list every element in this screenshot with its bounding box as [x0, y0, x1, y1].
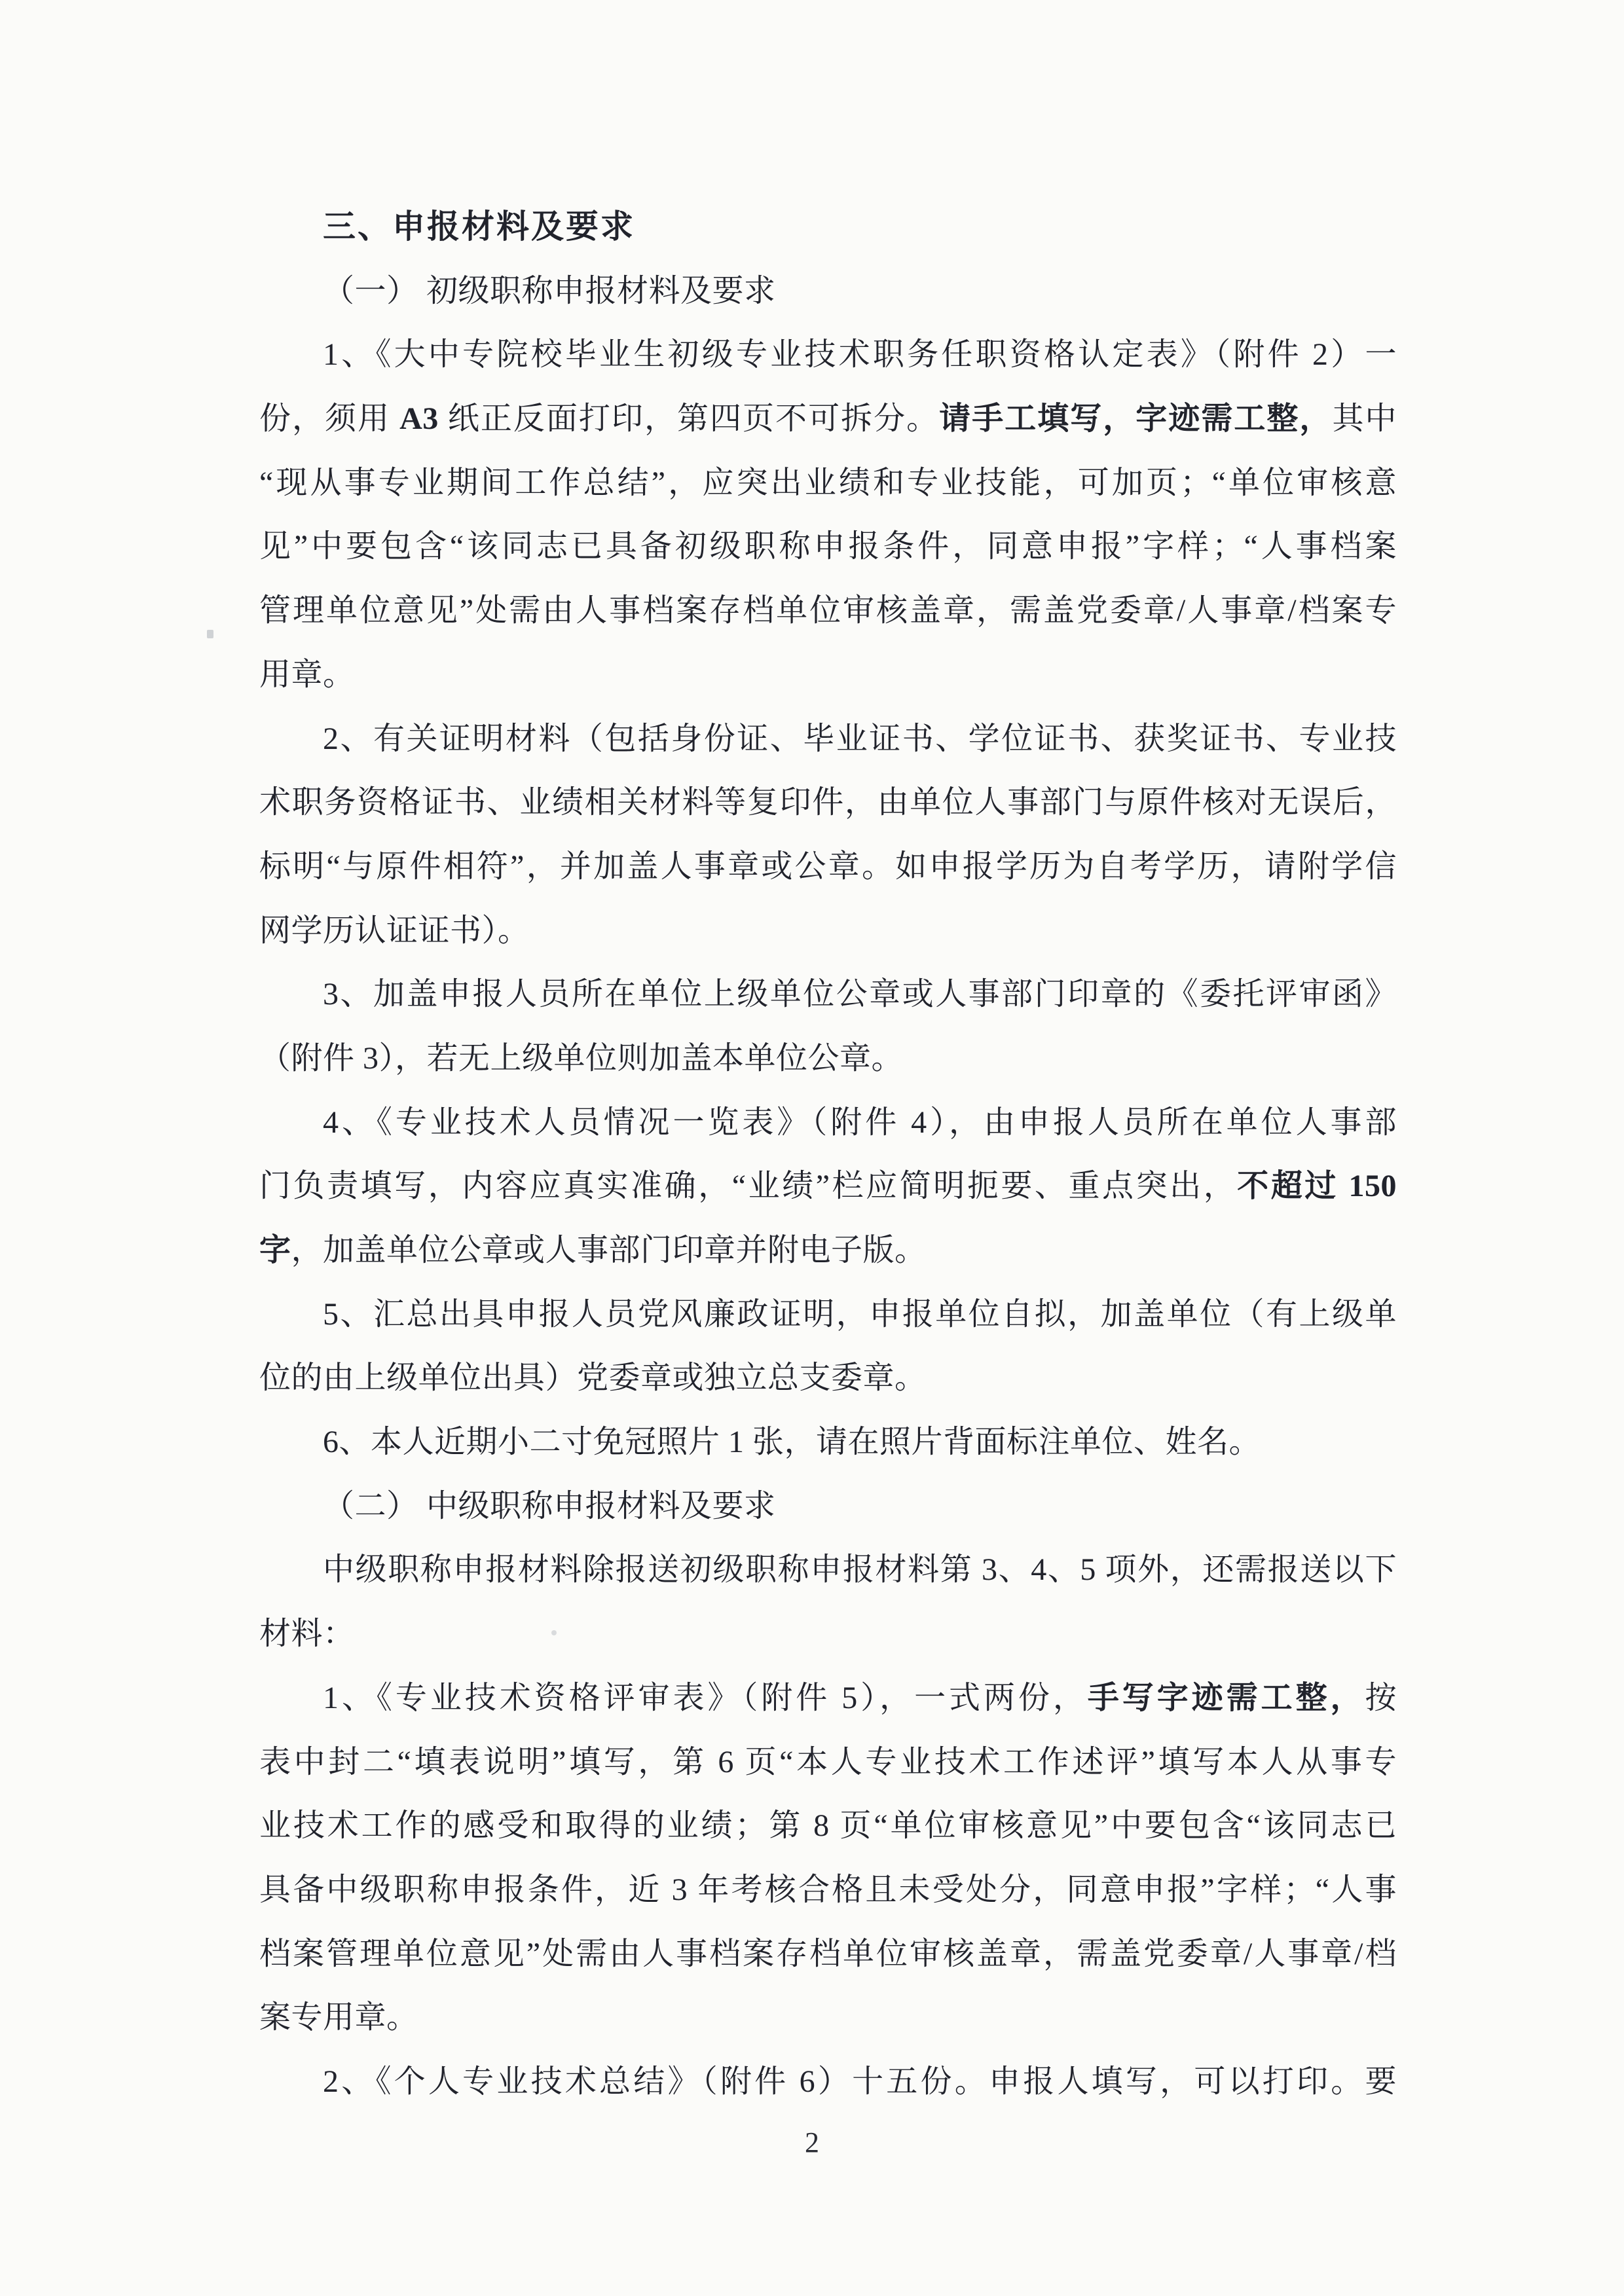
text-segment: 2、《个人专业技术总结》（附件 6）十五份。申报人填写，可以打印。要 — [323, 2064, 1397, 2099]
text-line — [259, 515, 1397, 579]
text-line — [259, 323, 1397, 387]
text-line — [259, 707, 1397, 771]
text-line — [259, 643, 1397, 707]
text-segment: ，加盖单位公章或人事部门印章并附电子版。 — [291, 1233, 927, 1267]
text-segment: 见”中要包含“该同志已具备初级职称申报条件，同意申报”字样；“人事档案 — [259, 529, 1397, 564]
text-line — [259, 1283, 1397, 1347]
text-line — [259, 1730, 1397, 1795]
text-line — [259, 1794, 1397, 1858]
text-segment: 三、申报材料及要求 — [323, 208, 635, 245]
text-segment: 管理单位意见”处需由人事档案存档单位审核盖章，需盖党委章/人事章/档案专 — [259, 593, 1397, 629]
text-line — [259, 1474, 1397, 1539]
text-segment: 表中封二“填表说明”填写，第 6 页“本人专业技术工作述评”填写本人从事专 — [259, 1744, 1397, 1779]
text-segment: 标明“与原件相符”，并加盖人事章或公章。如申报学历为自考学历，请附学信 — [259, 848, 1397, 884]
text-segment: 份，须用 — [259, 401, 400, 437]
text-segment: 具备中级职称申报条件，近 3 年考核合格且未受处分，同意申报”字样；“人事 — [259, 1872, 1397, 1907]
text-segment: 用章。 — [259, 657, 355, 692]
text-segment: 网学历认证证书）。 — [259, 913, 530, 948]
text-segment: 门负责填写，内容应真实准确，“业绩”栏应简明扼要、重点突出， — [259, 1169, 1238, 1204]
text-line — [259, 899, 1397, 963]
text-line — [259, 771, 1397, 835]
text-segment: 1、《大中专院校毕业生初级专业技术职务任职资格认定表》（附件 2）一 — [323, 337, 1397, 373]
text-segment: 不超过 150 — [1237, 1169, 1397, 1204]
text-segment: 位的由上级单位出具）党委章或独立总支委章。 — [259, 1360, 927, 1396]
text-segment: 6、本人近期小二寸免冠照片 1 张，请在照片背面标注单位、姓名。 — [323, 1425, 1261, 1460]
text-line — [259, 1922, 1397, 1986]
text-line — [259, 1538, 1397, 1602]
text-segment: 中级职称申报材料除报送初级职称申报材料第 3、4、5 项外，还需报送以下 — [323, 1552, 1397, 1588]
text-line — [259, 1218, 1397, 1283]
text-segment: 1、《专业技术资格评审表》（附件 5），一式两份， — [323, 1680, 1088, 1715]
text-line — [259, 1858, 1397, 1922]
text-line — [259, 962, 1397, 1027]
text-line — [259, 259, 1397, 323]
text-line — [259, 2050, 1397, 2114]
text-line — [259, 1346, 1397, 1410]
text-segment: 字 — [259, 1233, 291, 1267]
text-line — [259, 1666, 1397, 1730]
text-segment: 案专用章。 — [259, 2000, 418, 2035]
text-segment: 手写字迹需工整， — [1087, 1680, 1365, 1715]
text-line — [259, 1154, 1397, 1218]
text-segment: A3 — [399, 401, 439, 437]
text-segment: 材料： — [259, 1616, 355, 1652]
text-segment: 按 — [1365, 1680, 1397, 1715]
text-line — [259, 1091, 1397, 1155]
text-segment: （二） 中级职称申报材料及要求 — [323, 1488, 776, 1523]
text-segment: 档案管理单位意见”处需由人事档案存档单位审核盖章，需盖党委章/人事章/档 — [259, 1936, 1397, 1971]
document-body — [259, 195, 1397, 2114]
text-line — [259, 387, 1397, 451]
text-segment: （一） 初级职称申报材料及要求 — [323, 273, 776, 308]
text-line — [259, 1410, 1397, 1474]
section-heading-line — [259, 195, 1397, 259]
text-segment: 术职务资格证书、业绩相关材料等复印件，由单位人事部门与原件核对无误后， — [259, 785, 1397, 820]
text-line — [259, 1986, 1397, 2050]
text-segment: 4、《专业技术人员情况一览表》（附件 4），由申报人员所在单位人事部 — [323, 1104, 1397, 1140]
text-segment: 3、加盖申报人员所在单位上级单位公章或人事部门印章的《委托评审函》 — [323, 977, 1397, 1012]
text-line — [259, 1602, 1397, 1666]
text-segment: “现从事专业期间工作总结”，应突出业绩和专业技能，可加页；“单位审核意 — [259, 465, 1397, 500]
text-line — [259, 1027, 1397, 1091]
text-segment: 2、有关证明材料（包括身份证、毕业证书、学位证书、获奖证书、专业技 — [323, 721, 1397, 756]
text-segment: 其中 — [1332, 401, 1397, 437]
text-line — [259, 579, 1397, 643]
text-line — [259, 451, 1397, 515]
text-segment: 业技术工作的感受和取得的业绩；第 8 页“单位审核意见”中要包含“该同志已 — [259, 1808, 1397, 1844]
scan-speck — [207, 630, 213, 638]
text-segment: 纸正反面打印，第四页不可拆分。 — [438, 401, 940, 437]
text-segment: 请手工填写，字迹需工整， — [939, 401, 1333, 437]
page-number: 2 — [805, 2126, 819, 2159]
text-segment: （附件 3），若无上级单位则加盖本单位公章。 — [259, 1040, 904, 1076]
text-segment: 5、汇总出具申报人员党风廉政证明，申报单位自拟，加盖单位（有上级单 — [323, 1296, 1397, 1332]
text-line — [259, 835, 1397, 899]
